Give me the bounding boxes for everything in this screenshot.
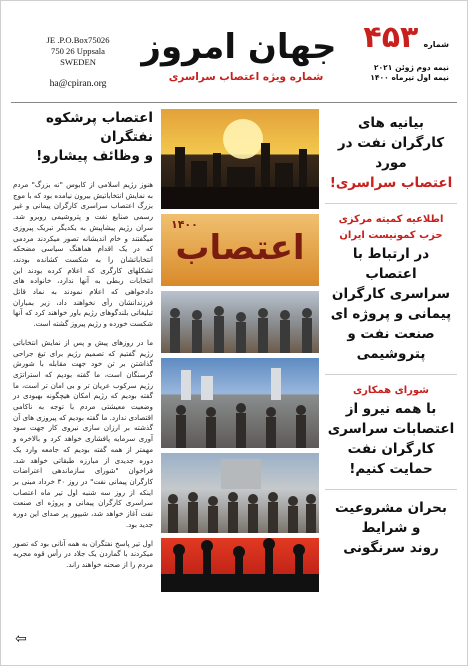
issue-label: شماره: [423, 40, 449, 49]
continue-arrow-icon[interactable]: ⇦: [15, 631, 27, 647]
workers-gathering-photo: [161, 358, 319, 448]
lead-article: [13, 109, 153, 571]
headline-text: کارگران نفت: [347, 441, 435, 457]
headline-text: سراسری کارگران: [331, 286, 451, 302]
headline-kicker: حزب کمونیست ایران: [339, 230, 443, 241]
special-issue-subtitle: شماره ویژه اعتصاب سراسری: [168, 71, 324, 83]
headline-cooperation-council[interactable]: [325, 383, 457, 479]
strike-banner-graphic: [161, 214, 319, 286]
divider: [325, 374, 457, 375]
fists-silhouette-graphic: [161, 538, 319, 592]
raised-fists-icon: [161, 538, 319, 592]
headline-text: روند سرنگونی: [343, 540, 439, 556]
headline-text: پیمانی و پروژه ای: [330, 306, 452, 322]
strike-banner-text: اعتصاب: [175, 228, 305, 268]
refinery-silhouette-icon: [161, 109, 319, 209]
headline-oil-workers-statements[interactable]: [325, 113, 457, 193]
issue-date-gregorian: نیمه دوم ژوئن ۲۰۲۱: [373, 63, 449, 72]
headline-kicker: اطلاعیه کمیته مرکزی: [338, 214, 444, 225]
address-line: SWEDEN: [60, 57, 96, 67]
newspaper-title: جهان امروز: [141, 27, 337, 67]
workers-group-icon: [161, 453, 319, 533]
headline-text: در ارتباط با اعتصاب: [352, 246, 430, 282]
headline-text: و شرایط: [361, 520, 421, 536]
image-column: [161, 109, 319, 597]
headline-column: [325, 109, 457, 568]
refinery-graphic: [161, 109, 319, 209]
email-link[interactable]: ha@cpiran.org: [49, 78, 107, 89]
issue-info: [339, 21, 449, 83]
crowd-silhouette-icon: [161, 291, 319, 353]
article-paragraph: ما در روزهای پیش و پس از نمایش انتخاباتی رژیم گفتیم که تصمیم رژیم برای تیغ جراحی گذاشتن بر تن خود جهت مقابله با شورش گرسنگان است، ما گفته بودیم که استراتژی رژیم سرکوب عریان تر و بی امان تر است، ما گفته بودیم که رژیم امکان هیچگونه بهبودی در وضعیت معیشتی مردم با توجه به ناکامی اقتصادی ندارد. ما گفته بودیم که پیروزی های آن گذشته بر ارزان سازی نیروی کار جهت سود آوری سرمایه پافشاری خواهد کرد و بالاخره و مهمتر از همه گفته بودیم که جامعه وارد یک دوره جدیدی از مبارزه طبقاتی خواهد شد. فراخوان "شورای سازماندهی اعتراضات کارگران پیمانی نفت" در روز ۳۰ خرداد مبنی بر اینکه از روز سه شنبه اول تیر ماه اعتصاب سراسری کارگران پیمانی و پروژه ای صنعت نفت آغاز خواهد شد، شیپور پر صدای این دوره جدید بود.: [13, 337, 153, 529]
strike-banner-tag: ۱۴۰۰: [171, 218, 198, 231]
headline-legitimacy-crisis[interactable]: [325, 498, 457, 558]
article-paragraph: اول تیر پاسخ نفتگران به همه آنانی بود که تصور میکردند با گماردن یک جلاد در رأس قوه مجریه مردم را از صحنه خواهند راند.: [13, 538, 153, 569]
headline-text: کارگران نفت در مورد: [337, 135, 445, 171]
article-headline: اعتصاب پرشکوه نفتگران: [45, 110, 153, 145]
masthead-rule: [11, 102, 457, 103]
address-line: 750 26 Uppsala: [51, 46, 105, 56]
headline-kicker: شورای همکاری: [352, 385, 430, 396]
issue-date-persian: نیمه اول تیرماه ۱۴۰۰: [370, 73, 449, 82]
headline-text: صنعت نفت و پتروشیمی: [347, 326, 435, 362]
workers-group-photo: [161, 453, 319, 533]
industrial-site-icon: [161, 358, 319, 448]
issue-number: ۴۵۳: [363, 20, 419, 55]
divider: [325, 489, 457, 490]
article-headline: و وظائف پیشارو!: [36, 148, 153, 164]
headline-text: بیانیه های: [358, 115, 424, 131]
headline-central-committee[interactable]: [325, 212, 457, 364]
headline-text: حمایت کنیم!: [349, 461, 433, 477]
headline-text: اعتصابات سراسری: [327, 421, 455, 437]
headline-text: با همه نیرو از: [345, 401, 437, 417]
address-line: JE .P.O.Box75026: [46, 35, 110, 45]
postal-address: [23, 35, 133, 89]
workers-march-photo: [161, 291, 319, 353]
headline-text: بحران مشروعیت: [335, 500, 447, 516]
headline-red-text: اعتصاب سراسری!: [329, 175, 453, 191]
article-paragraph: هنوز رژیم اسلامی از کابوس "نه بزرگ" مردم به نمایش انتخاباتیش بیرون نیامده بود که با موج بزرگ اعتصاب سراسری کارگران پیمانی و غیر رسمی صنایع نفت و پتروشیمی روبرو شد. سران رژیم پیشاپیش به یکدیگر تبریک پیروزی میگفتند و خام اندیشانه تصور میکردند مردمی که در یک اقدام هماهنگ سیاسی مضحکه انتخاباتشان را به شکست کشانده بودند، تشکلهای کارگری که اعلام کرده بودند این انتخابات ربطی به آنها ندارد، خانواده های دادخواهی که اعلام نمودند به نماد قاتل فرزندانشان رأی نخواهند داد، زیر بمباران تبلیغاتی بلندگوهای رژیم باور خواهند کرد که آنها شکست خورده و رژیم پیروز گشته است.: [13, 180, 153, 329]
divider: [325, 203, 457, 204]
